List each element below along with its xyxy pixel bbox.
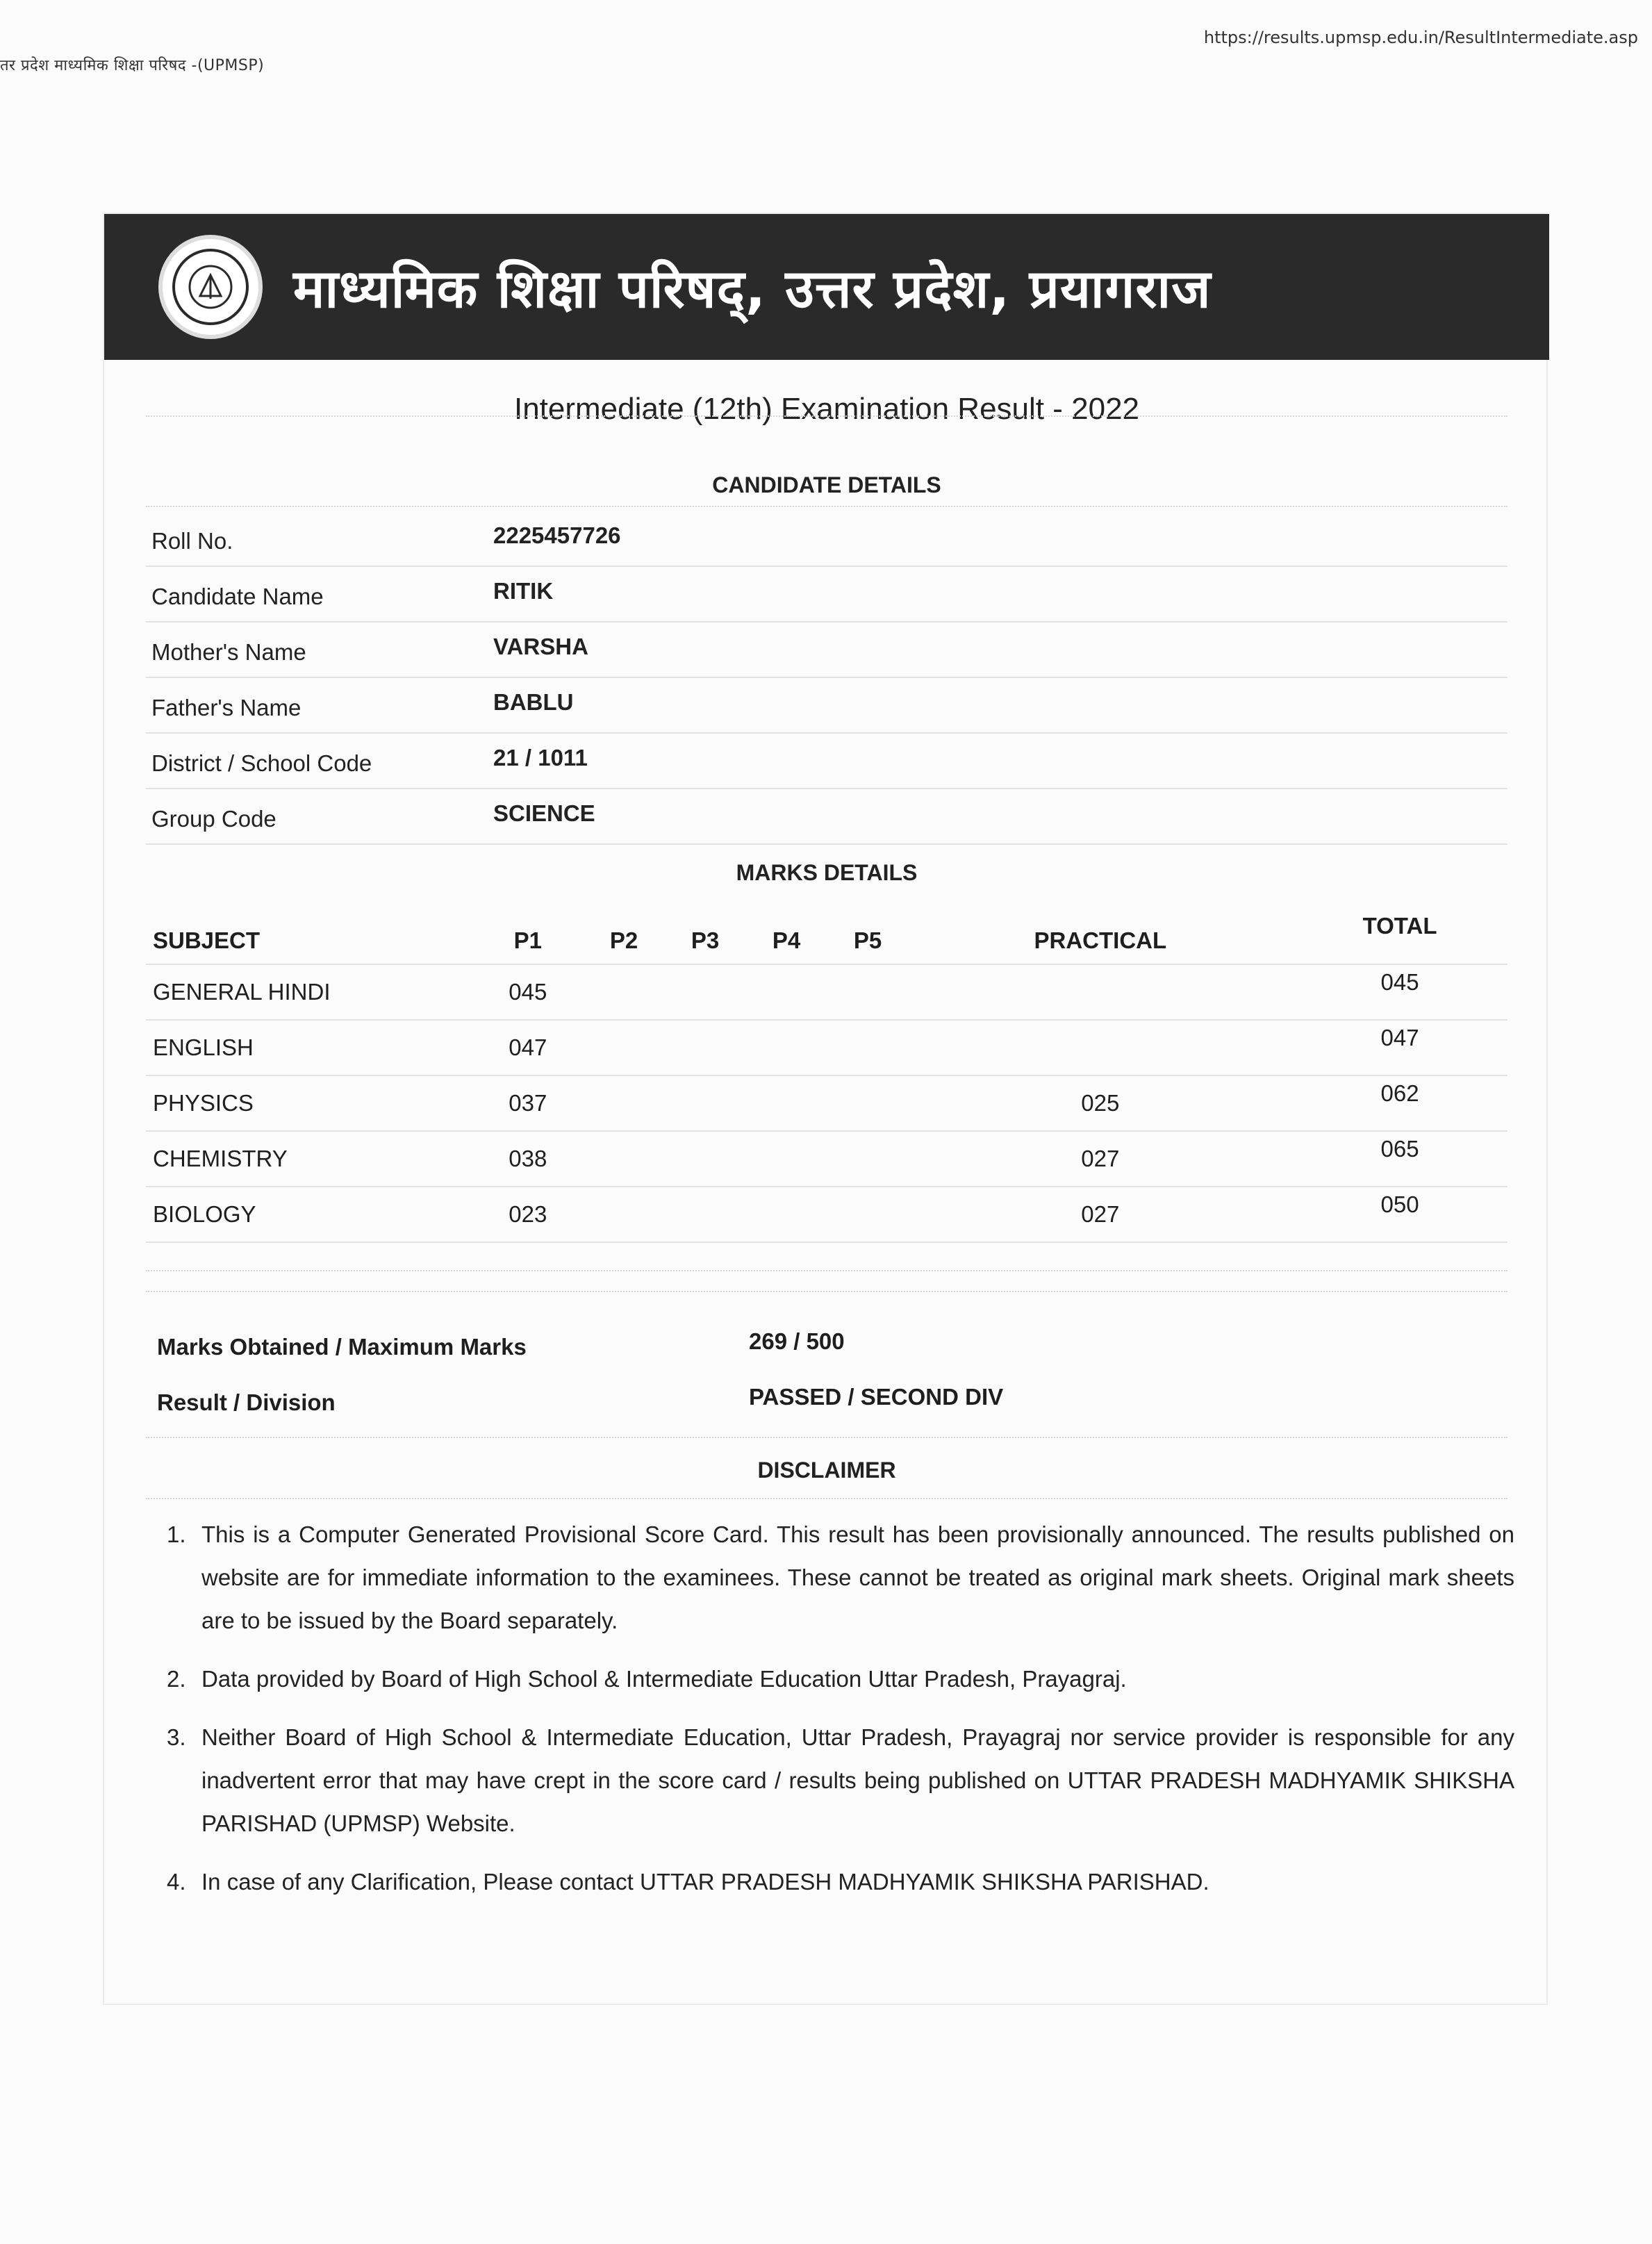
detail-label: Roll No. — [151, 528, 233, 554]
table-row — [146, 1131, 1508, 1187]
total-cell: 062 — [1292, 1075, 1508, 1131]
col-header-p5: P5 — [827, 909, 909, 964]
list-item-number: 3. — [167, 1724, 186, 1750]
list-item-number: 1. — [167, 1521, 186, 1547]
practical-cell: 027 — [909, 1131, 1293, 1187]
detail-value: RITIK — [493, 578, 554, 604]
exam-title: Intermediate (12th) Examination Result - 2022 — [513, 392, 1140, 426]
subject-cell: ENGLISH — [146, 1020, 472, 1075]
practical-cell: 027 — [909, 1187, 1293, 1242]
col-header-practical: PRACTICAL — [909, 909, 1293, 964]
col-header-total: TOTAL — [1292, 909, 1508, 964]
total-cell: 065 — [1292, 1131, 1508, 1187]
marks-table — [146, 909, 1508, 1243]
list-item-number: 4. — [167, 1869, 186, 1895]
subject-cell: GENERAL HINDI — [146, 964, 472, 1020]
result-division-label: Result / Division — [157, 1389, 336, 1415]
board-title: माध्यमिक शिक्षा परिषद्, उत्तर प्रदेश, प्रयागराज — [293, 257, 1212, 320]
detail-value: VARSHA — [493, 634, 588, 659]
detail-label: District / School Code — [151, 750, 372, 776]
p1-cell: 037 — [472, 1075, 584, 1131]
result-division-value: PASSED / SECOND DIV — [749, 1384, 1004, 1410]
disclaimer-list — [167, 1513, 1514, 1919]
practical-cell — [909, 1020, 1293, 1075]
marks-obtained-label: Marks Obtained / Maximum Marks — [157, 1334, 527, 1360]
p2-cell — [584, 1020, 665, 1075]
p3-cell — [665, 1075, 746, 1131]
total-cell: 045 — [1292, 964, 1508, 1020]
p5-cell — [827, 964, 909, 1020]
practical-cell: 025 — [909, 1075, 1293, 1131]
list-item-text: In case of any Clarification, Please contact UTTAR PRADESH MADHYAMIK SHIKSHA PARISHAD. — [201, 1869, 1209, 1895]
p4-cell — [746, 1020, 827, 1075]
col-header-p1: P1 — [472, 909, 584, 964]
p1-cell: 047 — [472, 1020, 584, 1075]
p3-cell — [665, 1187, 746, 1242]
disclaimer-heading: DISCLAIMER — [757, 1458, 896, 1483]
list-item — [167, 1861, 1514, 1904]
p3-cell — [665, 1131, 746, 1187]
p2-cell — [584, 1187, 665, 1242]
detail-row-candidate-name — [146, 567, 1508, 622]
p1-cell: 038 — [472, 1131, 584, 1187]
divider — [146, 506, 1508, 507]
detail-label: Candidate Name — [151, 584, 324, 609]
list-item — [167, 1716, 1514, 1845]
candidate-details-heading: CANDIDATE DETAILS — [712, 472, 941, 497]
detail-value: 2225457726 — [493, 522, 621, 548]
p5-cell — [827, 1075, 909, 1131]
divider — [146, 1270, 1508, 1271]
table-row — [146, 1187, 1508, 1242]
subject-cell: PHYSICS — [146, 1075, 472, 1131]
p4-cell — [746, 964, 827, 1020]
total-cell: 050 — [1292, 1187, 1508, 1242]
total-cell: 047 — [1292, 1020, 1508, 1075]
detail-row-roll-no — [146, 511, 1508, 567]
p5-cell — [827, 1020, 909, 1075]
marks-details-heading: MARKS DETAILS — [736, 860, 918, 885]
subject-cell: BIOLOGY — [146, 1187, 472, 1242]
p2-cell — [584, 964, 665, 1020]
marks-header-row — [146, 909, 1508, 964]
detail-row-mother-name — [146, 622, 1508, 678]
board-banner — [104, 214, 1549, 360]
list-item — [167, 1513, 1514, 1642]
table-row — [146, 1020, 1508, 1075]
detail-label: Group Code — [151, 806, 276, 832]
detail-row-group-code — [146, 789, 1508, 845]
col-header-p4: P4 — [746, 909, 827, 964]
table-row — [146, 964, 1508, 1020]
col-header-subject: SUBJECT — [146, 909, 472, 964]
detail-value: 21 / 1011 — [493, 745, 588, 770]
marks-obtained-row — [157, 1319, 1508, 1374]
print-header-url: https://results.upmsp.edu.in/ResultIntermediate.asp — [1203, 28, 1638, 47]
p1-cell: 045 — [472, 964, 584, 1020]
detail-label: Mother's Name — [151, 639, 306, 665]
p3-cell — [665, 1020, 746, 1075]
p4-cell — [746, 1131, 827, 1187]
col-header-p2: P2 — [584, 909, 665, 964]
p3-cell — [665, 964, 746, 1020]
divider — [146, 415, 1508, 417]
p5-cell — [827, 1131, 909, 1187]
table-row — [146, 1075, 1508, 1131]
p4-cell — [746, 1075, 827, 1131]
practical-cell — [909, 964, 1293, 1020]
list-item — [167, 1658, 1514, 1701]
marks-obtained-value: 269 / 500 — [749, 1328, 845, 1354]
list-item-number: 2. — [167, 1666, 186, 1692]
list-item-text: Neither Board of High School & Intermediate Education, Uttar Pradesh, Prayagraj nor service provider is responsible for any inadvertent error that may have crept in the score card / results being published on UTTAR PRADESH MADHYAMIK SHIKSHA PARISHAD (UPMSP) Website. — [201, 1724, 1514, 1836]
p5-cell — [827, 1187, 909, 1242]
detail-value: SCIENCE — [493, 800, 595, 826]
result-division-row — [157, 1374, 1508, 1430]
divider — [146, 1291, 1508, 1292]
p2-cell — [584, 1131, 665, 1187]
detail-row-district-school-code — [146, 734, 1508, 789]
seal-emblem-icon — [172, 249, 249, 325]
list-item-text: Data provided by Board of High School & Intermediate Education Uttar Pradesh, Prayagraj. — [201, 1666, 1127, 1692]
p1-cell: 023 — [472, 1187, 584, 1242]
print-header-title: तर प्रदेश माध्यमिक शिक्षा परिषद -(UPMSP) — [0, 57, 265, 74]
divider — [146, 1498, 1508, 1499]
col-header-p3: P3 — [665, 909, 746, 964]
p4-cell — [746, 1187, 827, 1242]
board-seal-logo — [158, 235, 263, 339]
detail-value: BABLU — [493, 689, 574, 715]
detail-label: Father's Name — [151, 695, 302, 720]
list-item-text: This is a Computer Generated Provisional Score Card. This result has been provisionally announced. The results published on website are for immediate information to the examinees. These cannot be treated as original mark sheets. Original mark sheets are to be issued by the Board separately. — [201, 1521, 1514, 1633]
subject-cell: CHEMISTRY — [146, 1131, 472, 1187]
divider — [146, 1437, 1508, 1438]
detail-row-father-name — [146, 678, 1508, 734]
result-card — [103, 213, 1548, 2005]
p2-cell — [584, 1075, 665, 1131]
